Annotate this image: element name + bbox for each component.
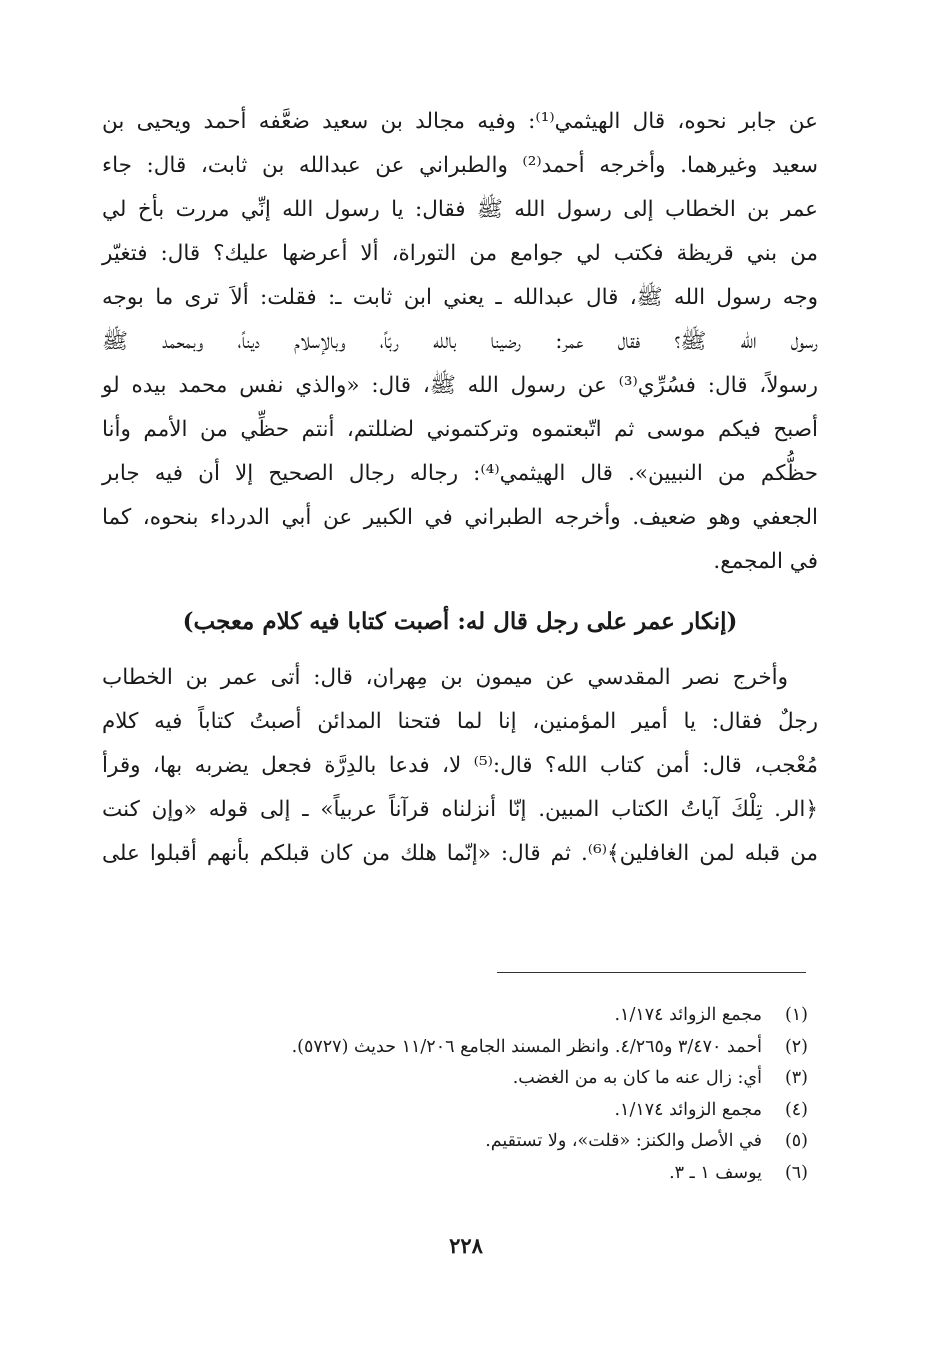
footnote-text: أحمد ٣/٤٧٠ و٤/٢٦٥. وانظر المسند الجامع ١١/٢٠٦ حديث (٥٧٢٧). [291, 1036, 762, 1057]
paragraph-line: رسول الله ﷺ؟ فقال عمر: رضينا بالله ربّاً، وبالإسلام ديناً، وبمحمد ﷺ [102, 329, 818, 354]
paragraph-line: من قبله لمن الغافلين﴾⁽⁶⁾. ثم قال: «إنّما هلك من كان قبلكم بأنهم أقبلوا على [102, 841, 818, 866]
paragraph-line: مُعْجب، قال: أمن كتاب الله؟ قال:⁽⁵⁾ لا، فدعا بالدِرَّة فجعل يضربه بها، وقرأ [102, 753, 818, 778]
section-heading: (إنكار عمر على رجل قال له: أصبت كتابا فيه كلام معجب) [182, 608, 738, 635]
paragraph-line: عمر بن الخطاب إلى رسول الله ﷺ فقال: يا رسول الله إنِّي مررت بأخ لي [102, 197, 818, 222]
paragraph-line: وأخرج نصر المقدسي عن ميمون بن مِهران، قال: أتى عمر بن الخطاب [102, 665, 788, 690]
paragraph-line: الجعفي وهو ضعيف. وأخرجه الطبراني في الكبير عن أبي الدرداء بنحوه، كما [102, 505, 818, 530]
paragraph-line: أصبح فيكم موسى ثم اتّبعتموه وتركتموني لضللتم، أنتم حظِّي من الأمم وأنا [102, 417, 818, 442]
footnote-text: يوسف ١ ـ ٣. [669, 1162, 762, 1183]
paragraph-1 [102, 100, 818, 584]
footnote-number: (١) [784, 1005, 808, 1025]
footnote-text: مجمع الزوائد ١/١٧٤. [614, 1005, 762, 1025]
paragraph-2 [102, 656, 818, 876]
footnote-number: (٦) [784, 1162, 808, 1183]
footnote [102, 1095, 808, 1127]
paragraph-line: سعيد وغيرهما. وأخرجه أحمد⁽²⁾ والطبراني عن عبدالله بن ثابت، قال: جاء [102, 153, 818, 178]
paragraph-line: رسولاً، قال: فسُرِّي⁽³⁾ عن رسول الله ﷺ، قال: «والذي نفس محمد بيده لو [102, 373, 818, 398]
footnote-text: مجمع الزوائد ١/١٧٤. [614, 1099, 762, 1120]
footnote-text: في الأصل والكنز: «قلت»، ولا تستقيم. [485, 1131, 762, 1151]
footnote-number: (٢) [784, 1036, 808, 1057]
paragraph-line: في المجمع. [713, 549, 818, 574]
footnote [102, 1000, 808, 1032]
paragraph-line: من بني قريظة فكتب لي جوامع من التوراة، ألا أعرضها عليك؟ قال: فتغيّر [102, 241, 818, 266]
footnote [102, 1063, 808, 1095]
paragraph-line: عن جابر نحوه، قال الهيثمي⁽¹⁾: وفيه مجالد بن سعيد ضعَّفه أحمد ويحيى بن [102, 109, 818, 134]
footnote-number: (٥) [784, 1131, 808, 1151]
footnote-number: (٤) [784, 1099, 808, 1120]
paragraph-line: رجلٌ فقال: يا أمير المؤمنين، إنا لما فتحنا المدائن أصبتُ كتاباً فيه كلام [102, 709, 818, 734]
footnote [102, 1126, 808, 1158]
footnote-text: أي: زال عنه ما كان به من الغضب. [512, 1068, 762, 1088]
paragraph-line: ﴿الر. تِلْكَ آياتُ الكتاب المبين. إنّا أنزلناه قرآناً عربياً» ـ إلى قوله «وإن كنت [102, 797, 818, 822]
footnotes [102, 1000, 808, 1189]
paragraph-line: حظُّكم من النبيين». قال الهيثمي⁽⁴⁾: رجاله رجال الصحيح إلا أن فيه جابر [102, 461, 818, 486]
footnote-number: (٣) [784, 1068, 808, 1088]
footnote [102, 1032, 808, 1064]
footnote-divider [497, 972, 806, 973]
page-number: ٢٢٨ [449, 1233, 483, 1258]
footnote [102, 1158, 808, 1190]
paragraph-line: وجه رسول الله ﷺ، قال عبدالله ـ يعني ابن ثابت ـ: فقلت: ألاَ ترى ما بوجه [102, 285, 818, 310]
